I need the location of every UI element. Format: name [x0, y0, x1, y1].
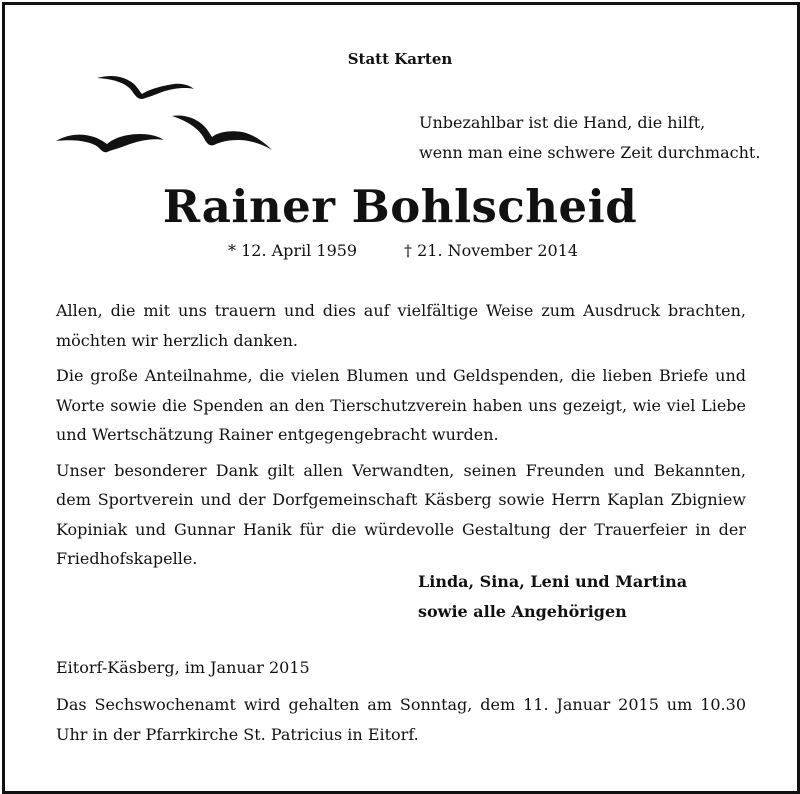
place-date: Eitorf-Käsberg, im Januar 2015 [56, 658, 310, 677]
death-date: † 21. November 2014 [404, 241, 579, 260]
mass-notice: Das Sechswochenamt wird gehalten am Sonntag, dem 11. Januar 2015 um 10.30 Uhr in der Pfarrkirche St. Patricius in Eitorf. [56, 695, 746, 744]
deceased-name: Rainer Bohlscheid [162, 180, 638, 233]
birds-icon [52, 68, 282, 163]
paragraph: Allen, die mit uns trauern und dies auf vielfältige Weise zum Ausdruck brachten, möchten wir herzlich danken. [56, 301, 746, 350]
signature-line: Linda, Sina, Leni und Martina [418, 572, 688, 591]
thank-you-text [56, 296, 746, 580]
bird-icon [56, 134, 164, 152]
signature-line: sowie alle Angehörigen [418, 602, 627, 621]
statt-karten-label: Statt Karten [347, 50, 453, 68]
birth-date: * 12. April 1959 [228, 241, 358, 260]
signature [418, 567, 687, 627]
bird-icon [172, 115, 272, 150]
paragraph: Unser besonderer Dank gilt allen Verwandten, seinen Freunden und Bekannten, dem Sportverein und der Dorfgemeinschaft Käsberg sowie Herrn Kaplan Zbigniew Kopiniak und Gunnar Hanik für die würdevolle Gestaltung der Trauerfeier in der Friedhofskapelle. [56, 460, 746, 568]
quote-line: wenn man eine schwere Zeit durchmacht. [419, 143, 761, 162]
quote-line: Unbezahlbar ist die Hand, die hilft, [419, 113, 706, 132]
bird-icon [97, 76, 194, 99]
paragraph: Die große Anteilnahme, die vielen Blumen und Geldspenden, die lieben Briefe und Worte sowie die Spenden an den Tierschutzverein haben uns gezeigt, wie viel Liebe und Wertschätzung Rainer entgegengebracht wurden. [56, 366, 746, 444]
quote [419, 108, 760, 168]
